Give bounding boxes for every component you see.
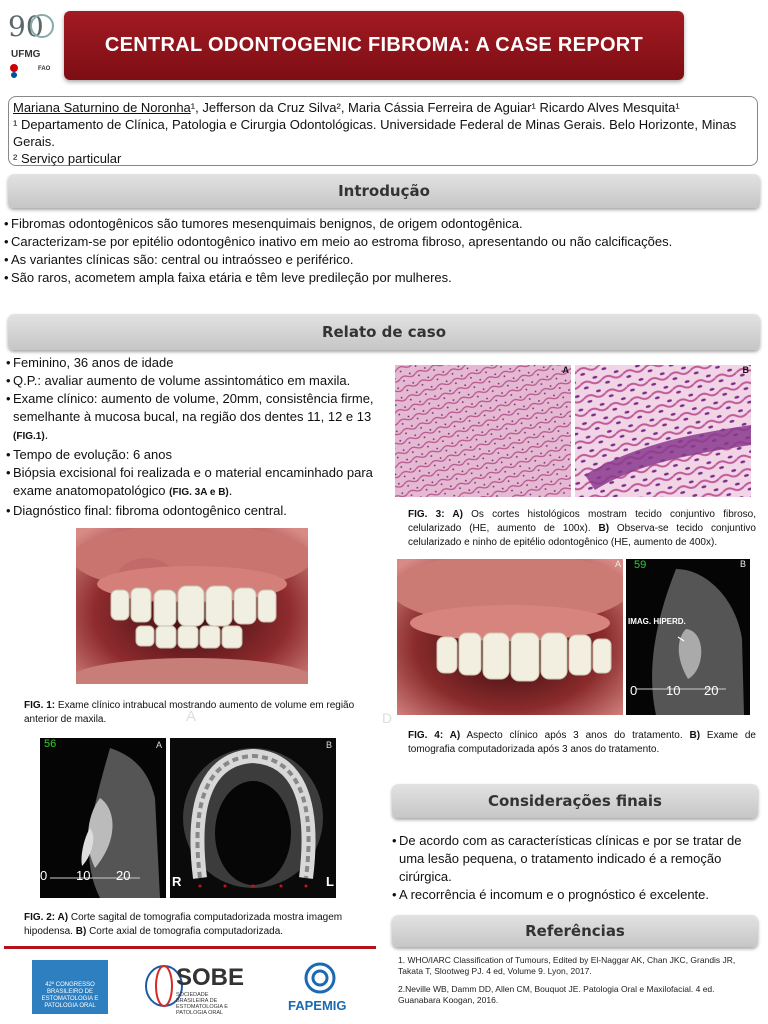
list-item: • Tempo de evolução: 6 anos [6,446,376,464]
fig1-text: Exame clínico intrabucal mostrando aumento de volume em região anterior de maxila. [24,700,355,725]
fig2-text-a: Corte sagital de tomografia computadorizada mostra imagem hipodensa. [24,912,343,937]
first-author: Mariana Saturnino de Noronha [13,100,191,115]
scale-0: 0 [40,868,48,883]
fig3-text-a: Os cortes histológicos mostram tecido conjuntivo fibroso, celularizado (HE, aumento de 100x). [408,509,756,534]
fapemig-logo [280,960,360,1016]
section-header-consideracoes [392,784,758,818]
list-item: • Exame clínico: aumento de volume, 20mm, consistência firme, semelhante à mucosa bucal, na região dos dentes 11, 12 e 13 (FIG.1). [6,390,376,446]
congress-logo [32,960,108,1014]
ufmg-90-anos-logo [4,8,60,80]
fig1-reference: (FIG.1) [13,431,45,442]
other-authors: ¹, Jefferson da Cruz Silva², Maria Cássia Ferreira de Aguiar¹ Ricardo Alves Mesquita¹ [190,100,680,115]
logo-ufmg-text: UFMG [11,49,41,60]
fig2-label-a: FIG. 2: A) [24,912,69,923]
final-list [392,832,758,904]
fig4-text-b: Exame de tomografia computadorizada após 3 anos do tratamento. [408,730,756,755]
fig4-label-b: B) [689,730,701,741]
stray-letter-a: A [186,708,197,725]
fig2-label-b: B) [75,926,87,937]
fapemig-logo-text: FAPEMIG [288,998,347,1013]
panel-label-a: A [155,740,162,750]
fig4a-clinical-photo [397,559,623,715]
case-list [6,354,376,520]
list-item: • Fibromas odontogênicos são tumores mesenquimais benignos, de origem odontogênica. [4,215,760,233]
fig1-label: FIG. 1: [24,700,56,711]
list-item: • A recorrência é incomum e o prognóstico é excelente. [392,886,758,904]
scale-20: 20 [704,683,719,698]
authors-line [13,99,753,116]
section-header-relato [8,314,760,350]
fig3-text-b: Observa-se tecido conjuntivo celularizado e ninho de epitélio odontogênico (HE, aumento de 400x). [408,523,756,548]
fig1-clinical-photo [76,528,308,684]
reference-2: 2.Neville WB, Damm DD, Allen CM, Bouquot JE. Patologia Oral e Maxilofacial. 4 ed. Guanabara Koogan, 2016. [398,984,715,1005]
fig3-label-b: B) [598,523,610,534]
fig2b-ct-axial [170,738,336,898]
fig3-caption [408,508,756,550]
affiliation-2: ² Serviço particular [13,151,122,166]
authors-box [8,96,758,166]
list-item: • Biópsia excisional foi realizada e o material encaminhado para exame anatomopatológico (FIG. 3A e B). [6,464,376,502]
red-divider [4,946,376,949]
stray-letter-d: D [382,710,393,726]
list-item: • Caracterizam-se por epitélio odontogênico inativo em meio ao estroma fibroso, apresentando ou não calcificações. [4,233,760,251]
section-header-introducao [8,174,760,208]
congress-logo-text: 42º CONGRESSO BRASILEIRO DE ESTOMATOLOGIA E PATOLOGIA ORAL [41,982,99,1009]
title-bar [64,11,684,80]
sobe-logo [142,958,245,1016]
section-title-relato: Relato de caso [321,323,447,341]
fig3-reference: (FIG. 3A e B) [169,487,229,498]
left-marker: L [326,874,334,889]
fig3b-histology [575,365,751,497]
fig4-text-a: Aspecto clínico após 3 anos do tratamento. [466,730,683,741]
fig4b-ct [626,559,750,715]
slice-number: 56 [44,738,57,750]
list-item: • As variantes clínicas são: central ou intraósseo e periférico. [4,251,760,269]
panel-label-b: B [739,559,746,569]
section-title-referencias: Referências [525,922,625,940]
reference-1: 1. WHO/IARC Classification of Tumours, Edited by El-Naggar AK, Chan JKC, Grandis JR, Takata T, Slootweg PJ. 4 ed, Volume 9. Lyon, 2017. [398,955,736,976]
list-item: • Q.P.: avaliar aumento de volume assintomático em maxila. [6,372,376,390]
logo-fao-text: FAO [38,66,51,72]
ct-annotation: IMAG. HIPERD. [628,617,686,626]
case-item-text: Biópsia excisional foi realizada e o material encaminhado para exame anatomopatológico [13,465,373,498]
section-header-referencias [392,915,758,947]
affiliation-1: ¹ Departamento de Clínica, Patologia e Cirurgia Odontológicas. Universidade Federal de Minas Gerais. Belo Horizonte, Minas Gerais. [13,117,737,149]
panel-label-a: A [614,559,621,569]
poster-title: CENTRAL ODONTOGENIC FIBROMA: A CASE REPORT [104,34,644,56]
list-item: • São raros, acometem ampla faixa etária e têm leve predileção por mulheres. [4,269,760,287]
intro-list [4,215,760,287]
sobe-logo-title: SOBE [176,964,245,991]
list-item: • Feminino, 36 anos de idade [6,354,376,372]
list-item: • De acordo com as características clínicas e por se tratar de uma lesão pequena, o tratamento indicado é a remoção cirúrgica. [392,832,758,886]
scale-10: 10 [76,868,91,883]
list-item: • Diagnóstico final: fibroma odontogênico central. [6,502,376,520]
scale-0: 0 [630,683,638,698]
right-marker: R [172,874,182,889]
panel-label-a: A [562,365,569,375]
fig2-text-b: Corte axial de tomografia computadorizada. [89,926,284,937]
slice-number: 59 [634,559,647,571]
section-title-consideracoes: Considerações finais [487,792,662,810]
scale-20: 20 [116,868,131,883]
panel-label-b: B [325,740,332,750]
section-title-introducao: Introdução [338,182,430,200]
fig3a-histology [395,365,571,497]
logo-anniversary-number: 90 [8,10,44,43]
fig2a-ct-sagittal [40,738,166,898]
case-item-text: Exame clínico: aumento de volume, 20mm, consistência firme, semelhante à mucosa bucal, na região dos dentes 11, 12 e 13 [13,391,374,424]
fig4-caption [408,729,756,757]
sobe-logo-subtitle: SOCIEDADE BRASILEIRA DE ESTOMATOLOGIA E PATOLOGIA ORAL [176,992,228,1016]
panel-label-b: B [742,365,749,375]
scale-10: 10 [666,683,681,698]
fig2-caption [24,911,364,939]
fig3-label-a: FIG. 3: A) [408,509,463,520]
fig4-label-a: FIG. 4: A) [408,730,461,741]
